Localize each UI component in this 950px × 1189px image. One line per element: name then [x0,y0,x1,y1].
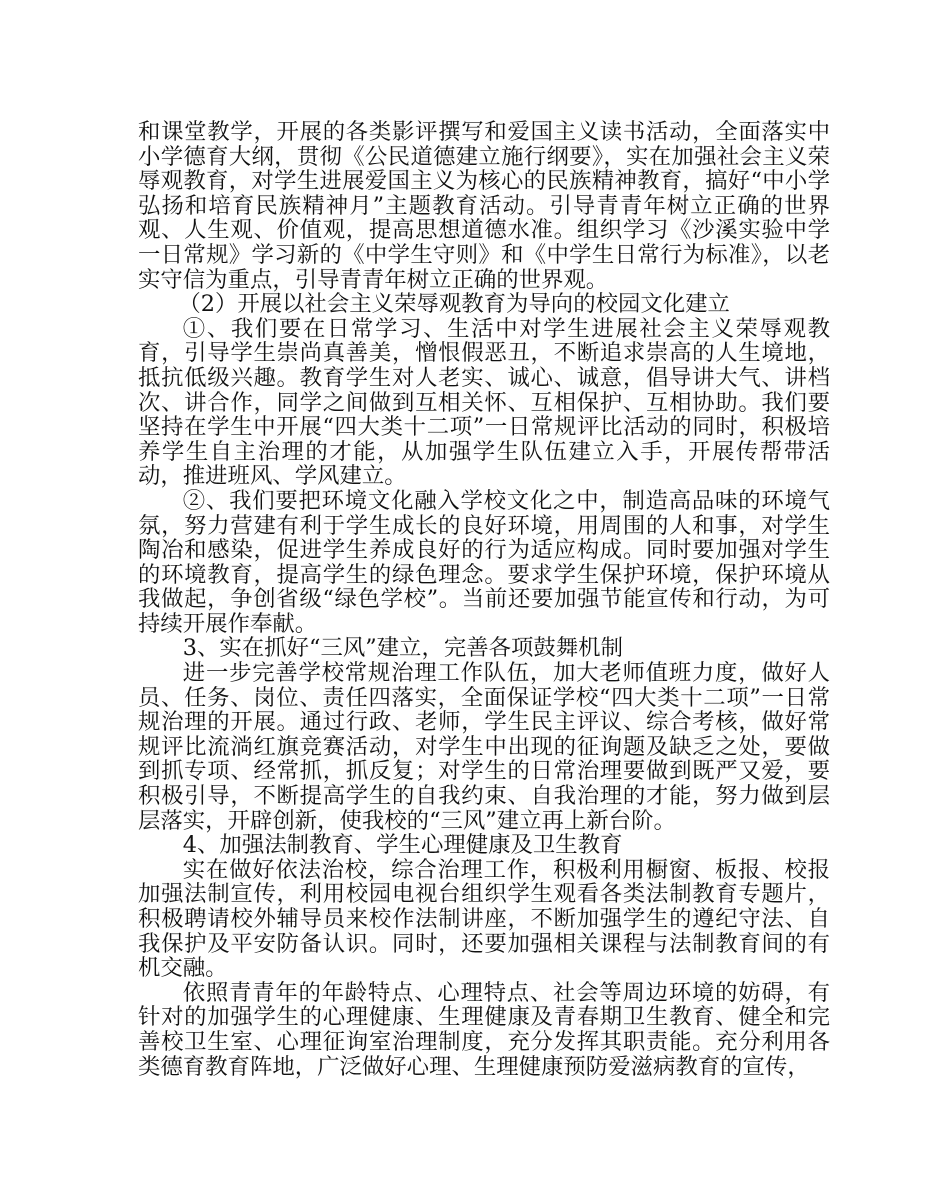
paragraph-intro: 和课堂教学，开展的各类影评撰写和爱国主义读书活动，全面落实中小学德育大纲，贯彻《公民道德建立施行纲要》，实在加强社会主义荣辱观教育，对学生进展爱国主义为核心的民族精神教育，搞好“中小学弘扬和培育民族精神月”主题教育活动。引导青青年树立正确的世界观、人生观、价值观，提高思想道德水准。组织学习《沙溪实验中学一日常规》学习新的《中学生守则》和《中学生日常行为标准》，以老实守信为重点，引导青青年树立正确的世界观。 [138,119,830,293]
section-heading-4: 4、加强法制教育、学生心理健康及卫生教育 [182,832,623,859]
paragraph-item-1: ①、我们要在日常学习、生活中对学生进展社会主义荣辱观教育，引导学生崇尚真善美，憎恨假恶丑，不断追求崇高的人生境地，抵抗低级兴趣。教育学生对人老实、诚心、诚意，倡导讲大气、讲档次、讲合作，同学之间做到互相关怀、互相保护、互相协助。我们要坚持在学生中开展“四大类十二项”一日常规评比活动的同时，积极培养学生自主治理的才能，从加强学生队伍建立入手，开展传帮带活动，推进班风、学风建立。 [138,315,830,490]
paragraph-item-2: ②、我们要把环境文化融入学校文化之中，制造高品味的环境气氛，努力营建有利于学生成长的良好环境，用周围的人和事，对学生陶冶和感染，促进学生养成良好的行为适应构成。同时要加强对学生的环境教育，提高学生的绿色理念。要求学生保护环境，保护环境从我做起，争创省级“绿色学校”。当前还要加强节能宣传和行动，为可持续开展作奉献。 [138,487,830,637]
paragraph-section-3: 进一步完善学校常规治理工作队伍，加大老师值班力度，做好人员、任务、岗位、责任四落实，全面保证学校“四大类十二项”一日常规治理的开展。通过行政、老师，学生民主评议、综合考核，做好常规评比流淌红旗竞赛活动，对学生中出现的征询题及缺乏之处，要做到抓专项、经常抓，抓反复；对学生的日常治理要做到既严又爱，要积极引导，不断提高学生的自我约束、自我治理的才能，努力做到层层落实，开辟创新，使我校的“三风”建立再上新台阶。 [138,660,830,834]
subsection-heading-2: （2）开展以社会主义荣辱观教育为导向的校园文化建立 [178,291,730,318]
paragraph-section-4b: 依照青青年的年龄特点、心理特点、社会等周边环境的妨碍，有针对的加强学生的心理健康、生理健康及青春期卫生教育、健全和完善校卫生室、心理征询室治理制度，充分发挥其职责能。充分利用各类德育教育阵地，广泛做好心理、生理健康预防爱滋病教育的宣传， [138,979,830,1080]
document-body [138,120,830,1079]
paragraph-section-4a: 实在做好依法治校，综合治理工作，积极利用橱窗、板报、校报加强法制宣传，利用校园电视台组织学生观看各类法制教育专题片，积极聘请校外辅导员来校作法制讲座，不断加强学生的遵纪守法、自我保护及平安防备认识。同时，还要加强相关课程与法制教育间的有机交融。 [138,856,830,982]
section-heading-3: 3、实在抓好“三风”建立，完善各项鼓舞机制 [182,635,623,662]
